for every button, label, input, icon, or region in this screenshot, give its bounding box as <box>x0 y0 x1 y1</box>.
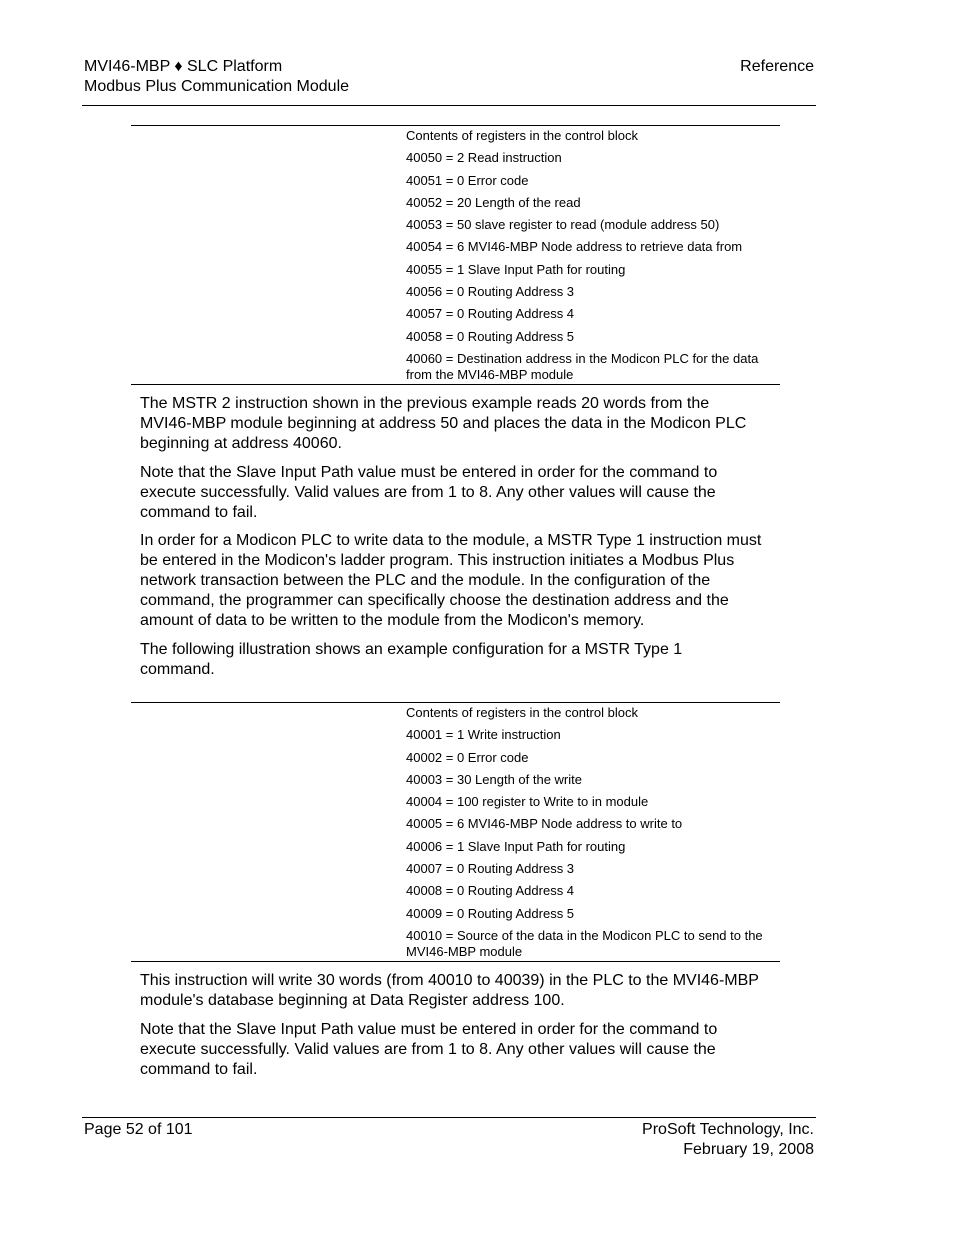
register-row: 40007 = 0 Routing Address 3 <box>406 861 575 877</box>
control-block-table-read <box>131 125 780 385</box>
paragraph: This instruction will write 30 words (from 40010 to 40039) in the PLC to the MVI46-MBP module's database beginning at Data Register address 100. <box>140 972 759 1009</box>
register-row: 40008 = 0 Routing Address 4 <box>406 883 575 899</box>
header-product-line: MVI46-MBP ♦ SLC Platform <box>84 58 283 75</box>
footer-divider <box>82 1117 816 1118</box>
header-module-name: Modbus Plus Communication Module <box>84 78 350 95</box>
register-row: 40010 = Source of the data in the Modicon PLC to send to the MVI46-MBP module <box>406 927 763 959</box>
company-name: ProSoft Technology, Inc. <box>642 1121 814 1138</box>
register-row: 40001 = 1 Write instruction <box>406 727 561 743</box>
register-row: 40006 = 1 Slave Input Path for routing <box>406 838 626 854</box>
register-row: 40004 = 100 register to Write to in module <box>406 794 649 810</box>
register-row: 40002 = 0 Error code <box>406 749 529 765</box>
register-row: 40051 = 0 Error code <box>406 172 529 188</box>
register-row: 40058 = 0 Routing Address 5 <box>406 328 575 344</box>
paragraph: The MSTR 2 instruction shown in the previous example reads 20 words from the MVI46-MBP module beginning at address 50 and places the data in the Modicon PLC beginning at address 40060. <box>140 395 747 452</box>
publication-date: February 19, 2008 <box>683 1141 814 1158</box>
register-row: Contents of registers in the control block <box>406 128 638 143</box>
body-text-read <box>140 394 765 688</box>
register-row: 40055 = 1 Slave Input Path for routing <box>406 261 626 277</box>
header-product-title <box>84 57 349 97</box>
register-row: Contents of registers in the control block <box>406 705 638 720</box>
register-row: 40053 = 50 slave register to read (module address 50) <box>406 217 720 233</box>
footer-publisher <box>642 1120 814 1160</box>
register-row: 40057 = 0 Routing Address 4 <box>406 306 575 322</box>
register-list <box>406 126 780 383</box>
page-number: Page 52 of 101 <box>84 1121 193 1138</box>
body-text-write <box>140 971 765 1088</box>
register-list <box>406 703 780 960</box>
register-row: 40054 = 6 MVI46-MBP Node address to retrieve data from <box>406 239 743 255</box>
header-divider <box>82 105 816 106</box>
paragraph: Note that the Slave Input Path value must be entered in order for the command to execute successfully. Valid values are from 1 to 8. Any other values will cause the command to fail. <box>140 463 718 521</box>
paragraph: Note that the Slave Input Path value must be entered in order for the command to execute successfully. Valid values are from 1 to 8. Any other values will cause the command to fail. <box>140 1020 718 1078</box>
control-block-table-write <box>131 702 780 962</box>
header-section-label: Reference <box>740 58 814 75</box>
register-row: 40056 = 0 Routing Address 3 <box>406 284 575 300</box>
register-row: 40009 = 0 Routing Address 5 <box>406 905 575 921</box>
register-row: 40003 = 30 Length of the write <box>406 771 582 787</box>
register-row: 40050 = 2 Read instruction <box>406 150 562 166</box>
register-row: 40052 = 20 Length of the read <box>406 194 581 210</box>
paragraph: In order for a Modicon PLC to write data to the module, a MSTR Type 1 instruction must be entered in the Modicon's ladder program. This instruction initiates a Modbus Plus network transaction between the PLC and the module. In the configuration of the command, the programmer can specifically choose the destination address and the amount of data to be written to the module from the Modicon's memory. <box>140 532 762 629</box>
register-row: 40005 = 6 MVI46-MBP Node address to write to <box>406 816 683 832</box>
register-row: 40060 = Destination address in the Modicon PLC for the data from the MVI46-MBP module <box>406 350 759 382</box>
paragraph: The following illustration shows an example configuration for a MSTR Type 1 command. <box>140 640 683 678</box>
